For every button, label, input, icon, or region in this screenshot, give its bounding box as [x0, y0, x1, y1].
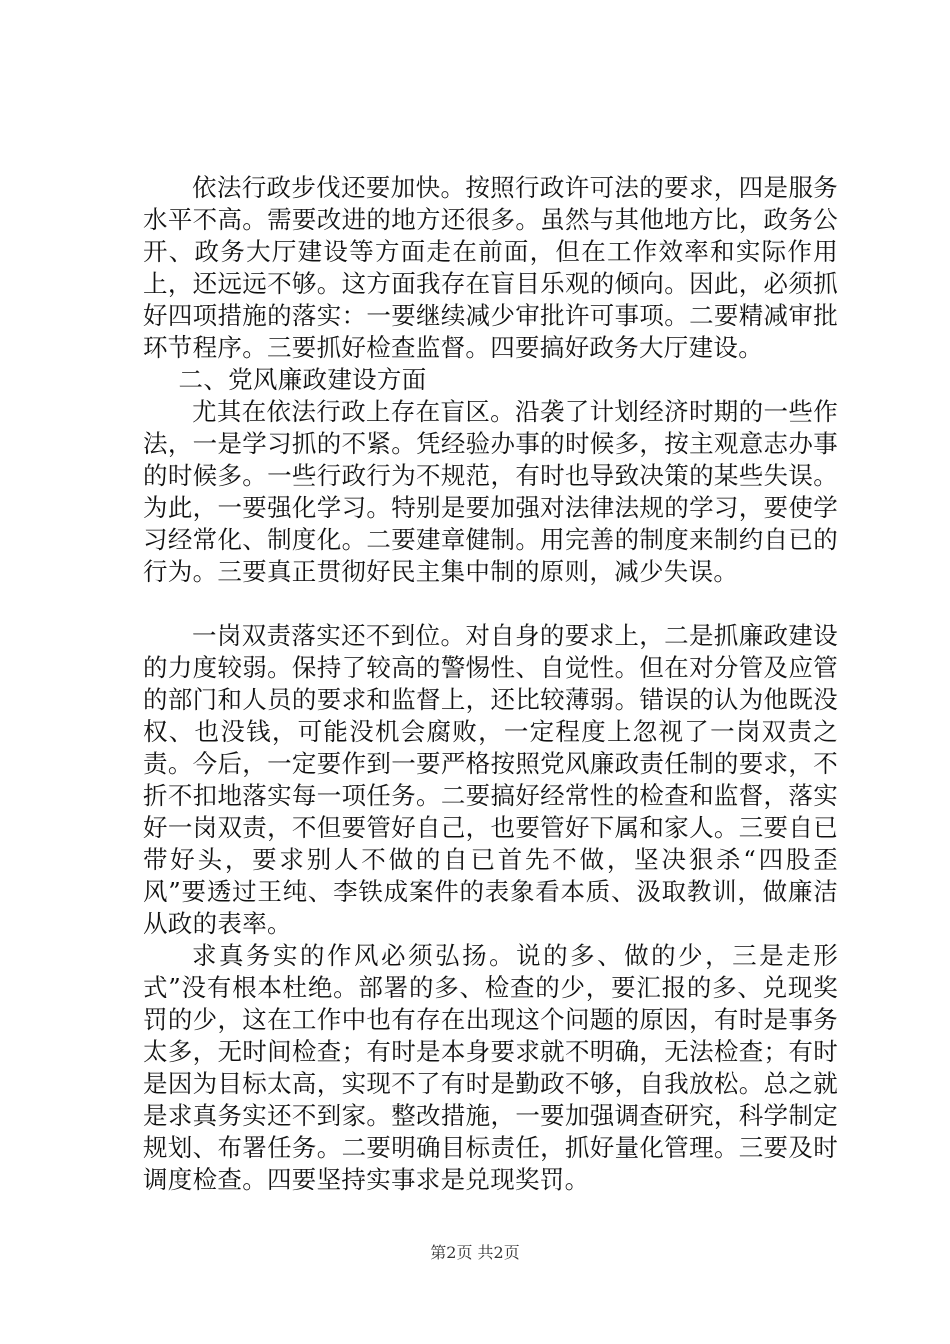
section-heading-party-conduct: 二、党风廉政建设方面: [178, 365, 427, 394]
document-body: [143, 172, 838, 1196]
page-number-footer: 第2页 共2页: [430, 1243, 520, 1262]
paragraph-study-and-rules: 尤其在依法行政上存在盲区。沿袭了计划经济时期的一些作法，一是学习抓的不紧。凭经验办事的时候多，按主观意志办事的时候多。一些行政行为不规范，有时也导致决策的某些失误。为此，一要强化学习。特别是要加强对法律法规的学习，要使学习经常化、制度化。二要建章健制。用完善的制度来制约自已的行为。三要真正贯彻好民主集中制的原则，减少失误。: [143, 397, 838, 586]
paragraph-pragmatic-style: 求真务实的作风必须弘扬。说的多、做的少，三是走形式”没有根本杜绝。部署的多、检查的少，要汇报的多、兑现奖罚的少，这在工作中也有存在出现这个问题的原因，有时是事务太多，无时间检查；有时是本身要求就不明确，无法检查；有时是因为目标太高，实现不了有时是勤政不够，自我放松。总之就是求真务实还不到家。整改措施，一要加强调查研究，科学制定规划、布署任务。二要明确目标责任，抓好量化管理。三要及时调度检查。四要坚持实事求是兑现奖罚。: [143, 941, 839, 1194]
paragraph-spacer: [143, 588, 838, 620]
paragraph-administrative-efficiency: 依法行政步伐还要加快。按照行政许可法的要求，四是服务水平不高。需要改进的地方还很多。虽然与其他地方比，政务公开、政务大厅建设等方面走在前面，但在工作效率和实际作用上，还远远不够。这方面我存在盲目乐观的倾向。因此，必须抓好四项措施的落实：一要继续减少审批许可事项。二要精减审批环节程序。三要抓好检查监督。四要搞好政务大厅建设。: [143, 173, 838, 362]
paragraph-dual-responsibility: 一岗双责落实还不到位。对自身的要求上，二是抓廉政建设的力度较弱。保持了较高的警惕性、自觉性。但在对分管及应管的部门和人员的要求和监督上，还比较薄弱。错误的认为他既没权、也没钱，可能没机会腐败，一定程度上忽视了一岗双责之责。今后，一定要作到一要严格按照党风廉政责任制的要求，不折不扣地落实每一项任务。二要搞好经常性的检查和监督，落实好一岗双责，不但要管好自己，也要管好下属和家人。三要自已带好头，要求别人不做的自已首先不做，坚决狠杀“四股歪风”要透过王纯、李铁成案件的表象看本质、汲取教训，做廉洁从政的表率。: [143, 621, 839, 938]
